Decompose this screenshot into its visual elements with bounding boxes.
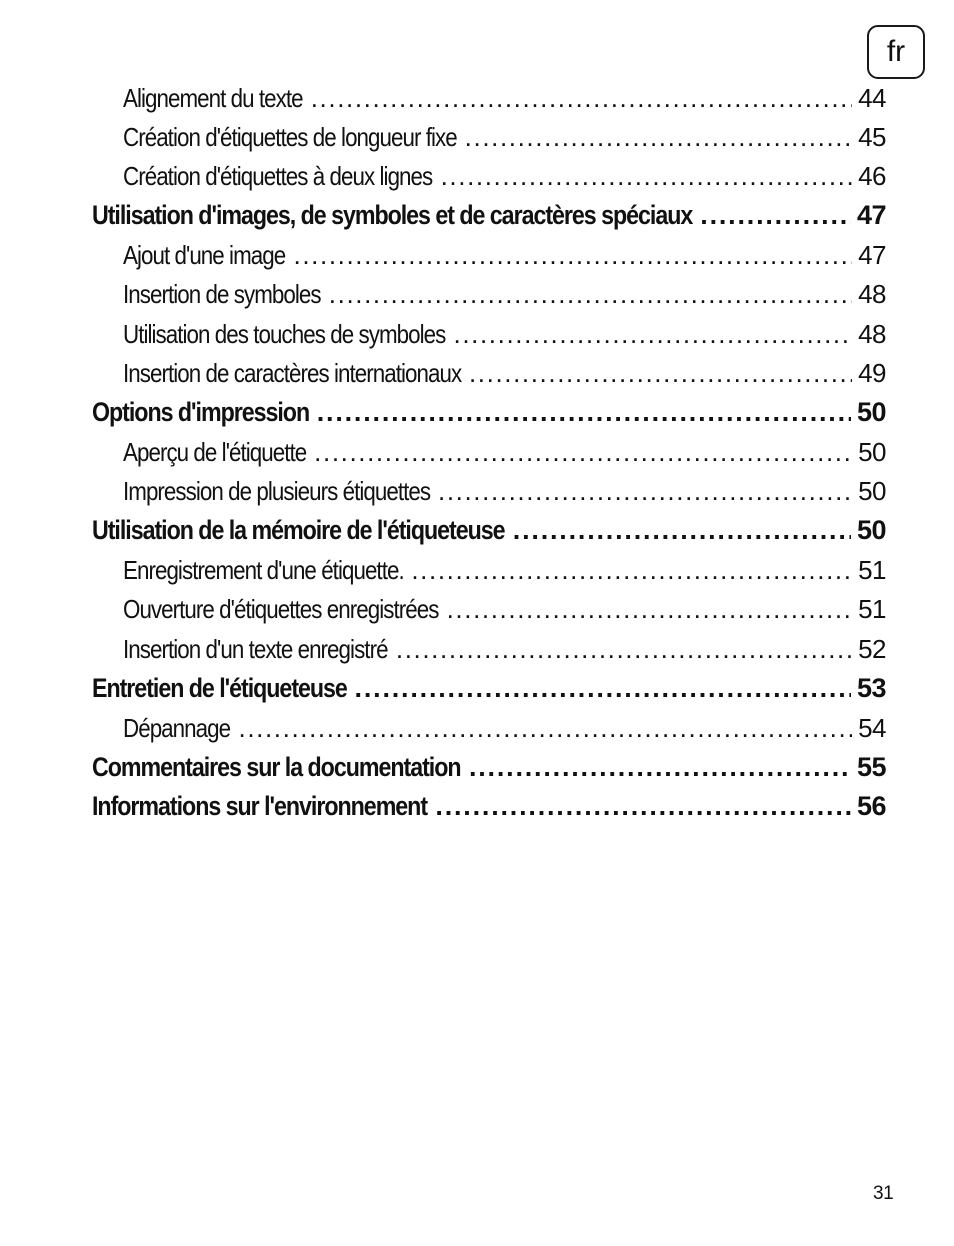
toc-entry[interactable] [123, 594, 886, 625]
toc-entry[interactable] [92, 515, 886, 546]
toc-entry[interactable] [123, 161, 886, 192]
language-code: fr [886, 35, 906, 68]
toc-entry-page: 50 [856, 397, 886, 427]
toc-entry-title: Alignement du texte [123, 83, 303, 113]
toc-dot-leader [435, 791, 851, 822]
toc-entry-page: 45 [858, 122, 886, 152]
toc-entry-title: Création d'étiquettes à deux lignes [123, 161, 433, 191]
toc-entry[interactable] [92, 200, 886, 231]
toc-entry-title: Ouverture d'étiquettes enregistrées [123, 594, 439, 624]
toc-dot-leader [700, 200, 851, 231]
toc-dot-leader [355, 673, 851, 704]
toc-entry-title: Informations sur l'environnement [92, 791, 428, 821]
toc-entry-page: 54 [858, 713, 886, 743]
toc-entry[interactable] [123, 122, 886, 153]
toc-entry-title: Dépannage [123, 713, 231, 743]
toc-entry[interactable] [123, 83, 886, 114]
toc-entry-page: 53 [856, 673, 886, 703]
toc-dot-leader [314, 437, 852, 468]
toc-entry-title: Insertion de caractères internationaux [123, 358, 462, 388]
toc-entry-page: 47 [856, 200, 886, 230]
toc-dot-leader [294, 240, 853, 271]
toc-entry-title: Création d'étiquettes de longueur fixe [123, 122, 457, 152]
toc-entry[interactable] [123, 319, 886, 350]
toc-dot-leader [239, 713, 853, 744]
toc-entry-title: Utilisation des touches de symboles [123, 319, 446, 349]
toc-entry-title: Insertion d'un texte enregistré [123, 634, 388, 664]
toc-dot-leader [441, 161, 852, 192]
toc-entry-page: 49 [858, 358, 886, 388]
toc-entry-title: Enregistrement d'une étiquette. [123, 555, 404, 585]
toc-entry-title: Utilisation de la mémoire de l'étiqueteuse [92, 515, 505, 545]
toc-entry-title: Commentaires sur la documentation [92, 752, 461, 782]
toc-entry-page: 50 [856, 515, 886, 545]
toc-entry[interactable] [123, 634, 886, 665]
toc-entry-page: 48 [858, 319, 886, 349]
toc-entry[interactable] [123, 476, 886, 507]
toc-entry[interactable] [92, 673, 886, 704]
toc-entry-title: Impression de plusieurs étiquettes [123, 476, 431, 506]
toc-entry-title: Insertion de symboles [123, 279, 321, 309]
toc-dot-leader [469, 752, 851, 783]
toc-dot-leader [447, 594, 852, 625]
toc-entry-title: Entretien de l'étiqueteuse [92, 673, 347, 703]
page-number: 31 [873, 1183, 894, 1204]
toc-entry-page: 51 [858, 555, 886, 585]
toc-entry-page: 50 [858, 476, 886, 506]
toc-entry-page: 56 [856, 791, 886, 821]
toc-entry-title: Aperçu de l'étiquette [123, 437, 307, 467]
toc-entry-page: 46 [858, 161, 886, 191]
toc-entry-title: Ajout d'une image [123, 240, 286, 270]
toc-entry[interactable] [123, 555, 886, 586]
toc-entry[interactable] [123, 240, 886, 271]
toc-dot-leader [513, 515, 851, 546]
toc-dot-leader [465, 122, 852, 153]
toc-dot-leader [469, 358, 852, 389]
toc-entry[interactable] [123, 358, 886, 389]
toc-entry[interactable] [92, 397, 886, 428]
toc-dot-leader [396, 634, 852, 665]
toc-entry-page: 44 [858, 83, 886, 113]
toc-entry-page: 52 [858, 634, 886, 664]
toc-entry[interactable] [123, 279, 886, 310]
toc-dot-leader [454, 319, 853, 350]
toc-entry-page: 50 [858, 437, 886, 467]
toc-entry-title: Utilisation d'images, de symboles et de caractères spéciaux [92, 200, 693, 230]
toc-dot-leader [411, 555, 852, 586]
toc-dot-leader [311, 83, 852, 114]
toc-entry[interactable] [123, 713, 886, 744]
toc-entry-page: 48 [858, 279, 886, 309]
toc-entry-page: 55 [856, 752, 886, 782]
toc-entry[interactable] [92, 752, 886, 783]
toc-entry[interactable] [123, 437, 886, 468]
toc-dot-leader [317, 397, 851, 428]
toc-entry-page: 51 [858, 594, 886, 624]
toc-dot-leader [329, 279, 852, 310]
toc-dot-leader [438, 476, 852, 507]
toc-entry[interactable] [92, 791, 886, 822]
toc-entry-page: 47 [858, 240, 886, 270]
language-badge [867, 25, 925, 79]
toc-entry-title: Options d'impression [92, 397, 310, 427]
